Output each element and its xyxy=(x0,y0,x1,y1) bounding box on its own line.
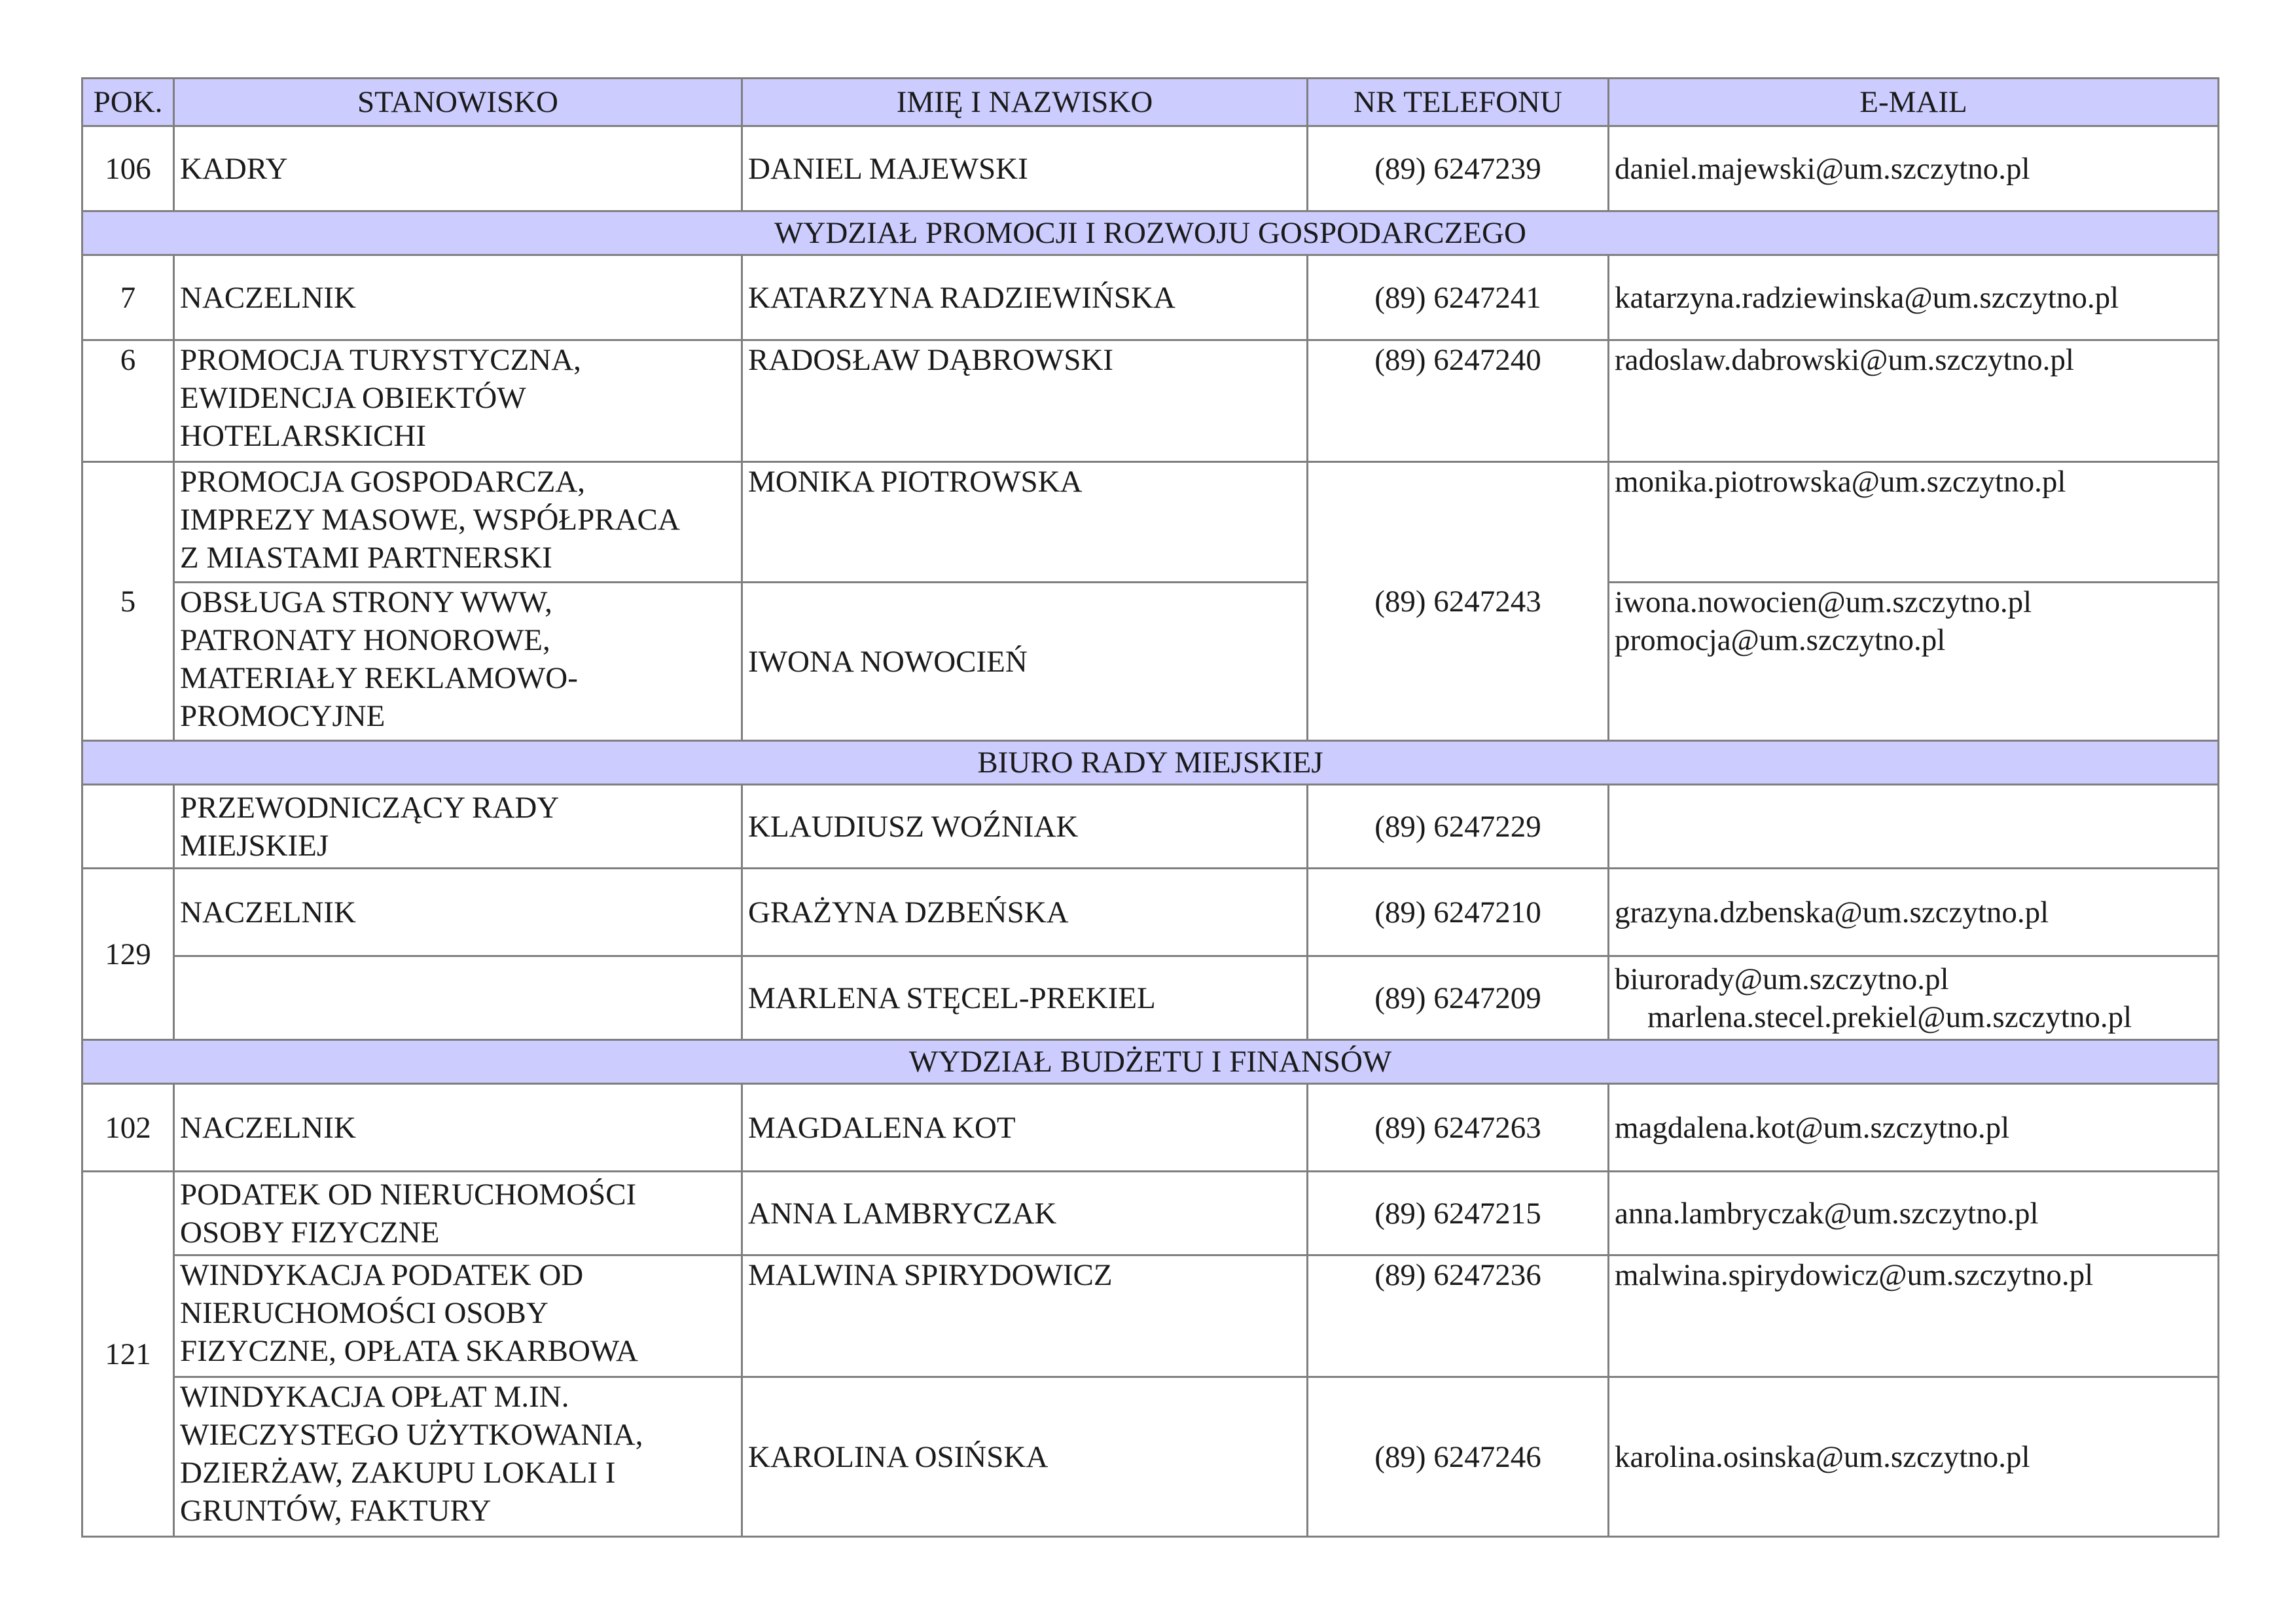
name-cell: MONIKA PIOTROWSKA xyxy=(742,462,1308,583)
room-number: 7 xyxy=(82,255,174,340)
position-cell: NACZELNIK xyxy=(174,869,742,956)
email-link[interactable]: biurorady@um.szczytno.pl xyxy=(1615,962,1949,996)
phone-cell: (89) 6247240 xyxy=(1308,340,1609,462)
position-line: WINDYKACJA OPŁAT M.IN. xyxy=(180,1380,569,1414)
position-line: EWIDENCJA OBIEKTÓW xyxy=(180,381,526,415)
email-cell[interactable]: anna.lambryczak@um.szczytno.pl xyxy=(1609,1172,2219,1255)
table-row xyxy=(82,956,2219,1040)
phone-cell: (89) 6247229 xyxy=(1308,785,1609,869)
position-cell xyxy=(174,583,742,741)
email-cell[interactable]: malwina.spirydowicz@um.szczytno.pl xyxy=(1609,1255,2219,1377)
name-cell: MALWINA SPIRYDOWICZ xyxy=(742,1255,1308,1377)
position-cell: NACZELNIK xyxy=(174,1084,742,1172)
email-cell[interactable]: monika.piotrowska@um.szczytno.pl xyxy=(1609,462,2219,583)
position-line: PATRONATY HONOROWE, xyxy=(180,623,550,657)
room-number: 106 xyxy=(82,126,174,211)
email-cell[interactable]: katarzyna.radziewinska@um.szczytno.pl xyxy=(1609,255,2219,340)
name-cell: GRAŻYNA DZBEŃSKA xyxy=(742,869,1308,956)
position-line: WIECZYSTEGO UŻYTKOWANIA, xyxy=(180,1418,643,1452)
email-cell xyxy=(1609,583,2219,741)
phone-cell: (89) 6247239 xyxy=(1308,126,1609,211)
section-title-promocja: WYDZIAŁ PROMOCJI I ROZWOJU GOSPODARCZEGO xyxy=(82,211,2219,255)
position-line: FIZYCZNE, OPŁATA SKARBOWA xyxy=(180,1334,638,1368)
table-row xyxy=(82,1255,2219,1377)
table-row xyxy=(82,462,2219,583)
email-cell xyxy=(1609,785,2219,869)
section-header-row xyxy=(82,741,2219,785)
position-line: PROMOCJA GOSPODARCZA, xyxy=(180,465,585,499)
email-cell[interactable]: magdalena.kot@um.szczytno.pl xyxy=(1609,1084,2219,1172)
position-cell xyxy=(174,1172,742,1255)
position-line: PROMOCYJNE xyxy=(180,699,386,733)
header-phone: NR TELEFONU xyxy=(1308,79,1609,126)
phone-cell: (89) 6247241 xyxy=(1308,255,1609,340)
email-link[interactable]: iwona.nowocien@um.szczytno.pl xyxy=(1615,585,2032,619)
name-cell: KAROLINA OSIŃSKA xyxy=(742,1377,1308,1537)
section-title-budzet: WYDZIAŁ BUDŻETU I FINANSÓW xyxy=(82,1040,2219,1084)
email-cell[interactable]: daniel.majewski@um.szczytno.pl xyxy=(1609,126,2219,211)
email-cell[interactable]: radoslaw.dabrowski@um.szczytno.pl xyxy=(1609,340,2219,462)
table-row xyxy=(82,583,2219,741)
position-cell xyxy=(174,1255,742,1377)
email-cell xyxy=(1609,956,2219,1040)
position-cell xyxy=(174,462,742,583)
email-cell[interactable]: grazyna.dzbenska@um.szczytno.pl xyxy=(1609,869,2219,956)
name-cell: KLAUDIUSZ WOŹNIAK xyxy=(742,785,1308,869)
section-header-row xyxy=(82,1040,2219,1084)
section-title-rada: BIURO RADY MIEJSKIEJ xyxy=(82,741,2219,785)
position-line: PRZEWODNICZĄCY RADY xyxy=(180,790,560,825)
phone-cell: (89) 6247243 xyxy=(1308,462,1609,741)
position-line: HOTELARSKICHI xyxy=(180,419,426,453)
phone-cell: (89) 6247263 xyxy=(1308,1084,1609,1172)
header-email: E-MAIL xyxy=(1609,79,2219,126)
room-number: 121 xyxy=(82,1172,174,1537)
name-cell: RADOSŁAW DĄBROWSKI xyxy=(742,340,1308,462)
position-line: OSOBY FIZYCZNE xyxy=(180,1215,440,1250)
position-cell xyxy=(174,340,742,462)
header-position: STANOWISKO xyxy=(174,79,742,126)
email-link[interactable]: promocja@um.szczytno.pl xyxy=(1615,623,1946,657)
position-line: MIEJSKIEJ xyxy=(180,828,329,863)
position-line: DZIERŻAW, ZAKUPU LOKALI I xyxy=(180,1456,616,1490)
name-cell: MARLENA STĘCEL-PREKIEL xyxy=(742,956,1308,1040)
phone-cell: (89) 6247246 xyxy=(1308,1377,1609,1537)
position-line: Z MIASTAMI PARTNERSKI xyxy=(180,541,552,575)
phone-cell: (89) 6247209 xyxy=(1308,956,1609,1040)
position-cell xyxy=(174,1377,742,1537)
name-cell: DANIEL MAJEWSKI xyxy=(742,126,1308,211)
room-number: 129 xyxy=(82,869,174,1040)
header-room: POK. xyxy=(82,79,174,126)
room-number: 102 xyxy=(82,1084,174,1172)
position-line: IMPREZY MASOWE, WSPÓŁPRACA xyxy=(180,503,680,537)
room-number xyxy=(82,785,174,869)
email-link[interactable]: marlena.stecel.prekiel@um.szczytno.pl xyxy=(1647,1000,2132,1034)
phone-cell: (89) 6247236 xyxy=(1308,1255,1609,1377)
name-cell: MAGDALENA KOT xyxy=(742,1084,1308,1172)
position-line: PODATEK OD NIERUCHOMOŚCI xyxy=(180,1177,637,1212)
table-row xyxy=(82,340,2219,462)
position-line: NIERUCHOMOŚCI OSOBY xyxy=(180,1296,548,1330)
position-cell xyxy=(174,956,742,1040)
position-line: PROMOCJA TURYSTYCZNA, xyxy=(180,343,581,377)
position-cell xyxy=(174,785,742,869)
table-row xyxy=(82,785,2219,869)
name-cell: ANNA LAMBRYCZAK xyxy=(742,1172,1308,1255)
position-line: WINDYKACJA PODATEK OD xyxy=(180,1258,584,1292)
table-row xyxy=(82,1172,2219,1255)
table-row xyxy=(82,1084,2219,1172)
position-line: GRUNTÓW, FAKTURY xyxy=(180,1494,492,1528)
header-row xyxy=(82,79,2219,126)
room-number: 5 xyxy=(82,462,174,741)
position-line: OBSŁUGA STRONY WWW, xyxy=(180,585,552,619)
email-cell[interactable]: karolina.osinska@um.szczytno.pl xyxy=(1609,1377,2219,1537)
staff-directory-table xyxy=(81,77,2219,1538)
name-cell: IWONA NOWOCIEŃ xyxy=(742,583,1308,741)
phone-cell: (89) 6247215 xyxy=(1308,1172,1609,1255)
section-header-row xyxy=(82,211,2219,255)
position-cell: KADRY xyxy=(174,126,742,211)
header-name: IMIĘ I NAZWISKO xyxy=(742,79,1308,126)
phone-cell: (89) 6247210 xyxy=(1308,869,1609,956)
table-row xyxy=(82,869,2219,956)
room-number: 6 xyxy=(82,340,174,462)
position-line: MATERIAŁY REKLAMOWO- xyxy=(180,661,578,695)
name-cell: KATARZYNA RADZIEWIŃSKA xyxy=(742,255,1308,340)
table-row xyxy=(82,126,2219,211)
position-cell: NACZELNIK xyxy=(174,255,742,340)
table-row xyxy=(82,1377,2219,1537)
table-row xyxy=(82,255,2219,340)
